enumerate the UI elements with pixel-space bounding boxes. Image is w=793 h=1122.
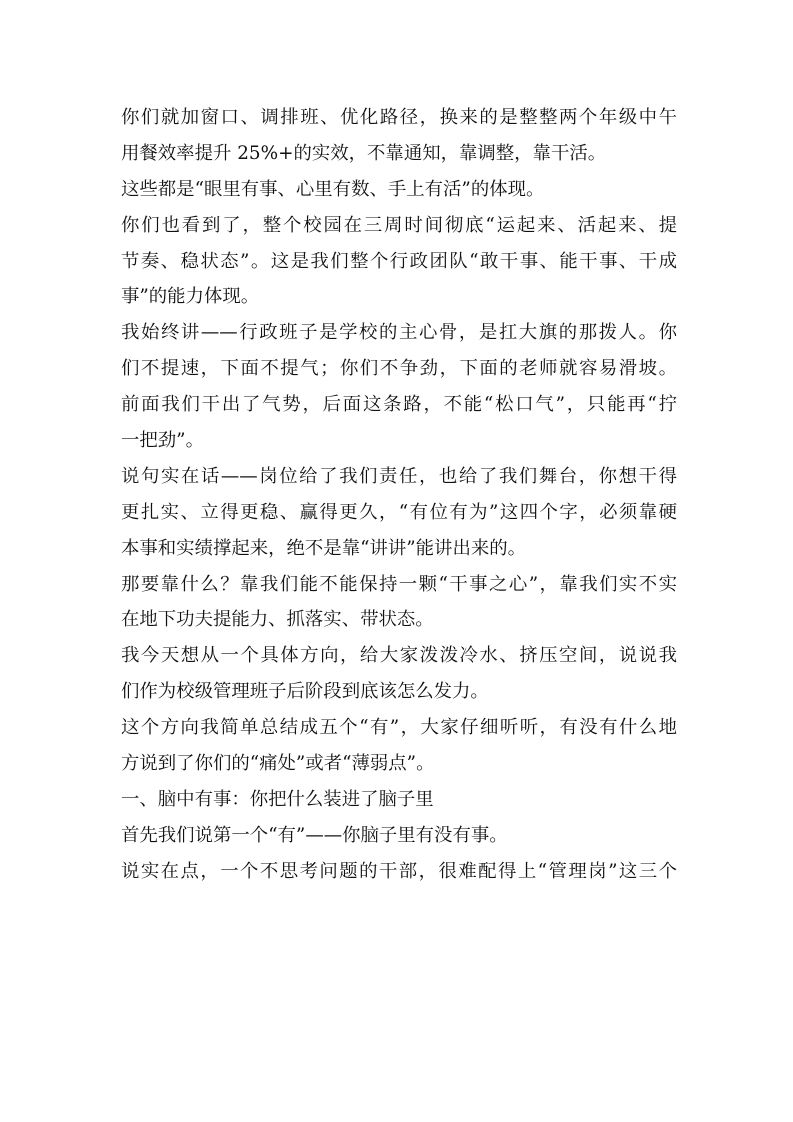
paragraph <box>121 854 677 890</box>
text-line: 说实在点，一个不思考问题的干部，很难配得上“管理岗”这三个 <box>121 860 677 882</box>
text-line: 用餐效率提升 25%+的实效，不靠通知，靠调整，靠干活。 <box>121 142 607 164</box>
text-line: 节奏、稳状态”。这是我们整个行政团队“敢干事、能干事、干成 <box>121 250 677 272</box>
text-line: 这个方向我简单总结成五个“有”，大家仔细听听，有没有什么地 <box>121 717 677 739</box>
paragraph <box>121 567 677 639</box>
text-line: 们不提速，下面不提气；你们不争劲，下面的老师就容易滑坡。 <box>121 358 677 380</box>
paragraph <box>121 459 677 567</box>
section-heading <box>121 782 677 818</box>
text-line: 事”的能力体现。 <box>121 286 260 308</box>
text-line: 你们就加窗口、调排班、优化路径，换来的是整整两个年级中午 <box>121 107 677 128</box>
text-line: 们作为校级管理班子后阶段到底该怎么发力。 <box>121 681 489 703</box>
text-line: 首先我们说第一个“有”——你脑子里有没有事。 <box>121 824 508 846</box>
paragraph <box>121 638 677 710</box>
paragraph <box>121 315 677 459</box>
text-line: 前面我们干出了气势，后面这条路，不能“松口气”，只能再“拧 <box>121 394 677 416</box>
text-line: 在地下功夫提能力、抓落实、带状态。 <box>121 609 434 631</box>
document-body <box>121 100 677 890</box>
text-line: 一、脑中有事：你把什么装进了脑子里 <box>121 788 434 810</box>
text-line: 方说到了你们的“痛处”或者“薄弱点”。 <box>121 753 435 775</box>
text-line: 那要靠什么？靠我们能不能保持一颗“干事之心”，靠我们实不实 <box>121 573 677 595</box>
text-line: 说句实在话——岗位给了我们责任，也给了我们舞台，你想干得 <box>121 465 677 487</box>
text-line: 我今天想从一个具体方向，给大家泼泼冷水、挤压空间，说说我 <box>121 645 677 667</box>
paragraph <box>121 208 677 316</box>
text-line: 我始终讲——行政班子是学校的主心骨，是扛大旗的那拨人。你 <box>121 322 677 344</box>
text-line: 你们也看到了，整个校园在三周时间彻底“运起来、活起来、提 <box>121 214 677 236</box>
paragraph <box>121 710 677 782</box>
text-line: 一把劲”。 <box>121 430 204 452</box>
paragraph <box>121 172 677 208</box>
text-line: 这些都是“眼里有事、心里有数、手上有活”的体现。 <box>121 178 545 200</box>
text-line: 更扎实、立得更稳、赢得更久，“有位有为”这四个字，必须靠硬 <box>121 501 677 523</box>
paragraph <box>121 818 677 854</box>
text-line: 本事和实绩撑起来，绝不是靠“讲讲”能讲出来的。 <box>121 537 527 559</box>
paragraph <box>121 100 677 172</box>
